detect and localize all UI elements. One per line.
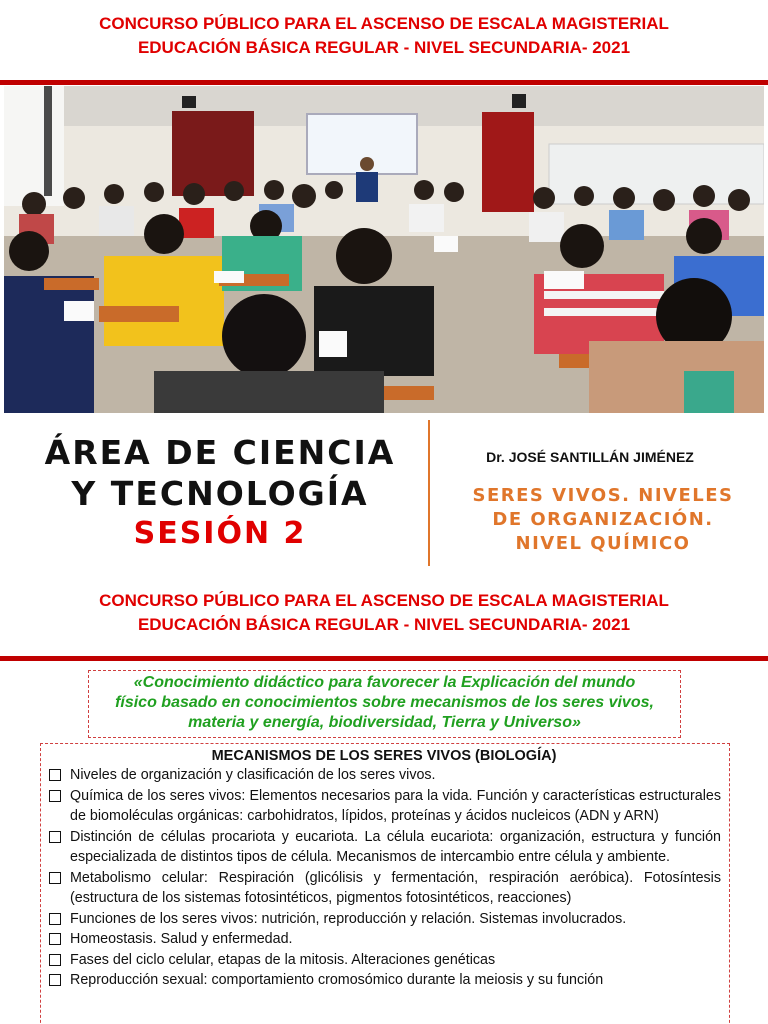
list-item-text: Química de los seres vivos: Elementos necesarios para la vida. Función y características estructurales de biomoléculas orgánicas: carbohidratos, lípidos, proteínas y ácidos nucleicos (ADN y ARN) [70,787,721,824]
list-item [47,950,721,971]
list-item-text: Metabolismo celular: Respiración (glicólisis y fermentación, respiración aeróbica). Fotosíntesis (estructura de los sistemas fotosintéticos, pigmentos fotosintéticos, reacciones) [70,869,721,906]
checkbox-icon [49,831,61,843]
orange-vertical-divider [428,420,430,566]
list-item-text: Fases del ciclo celular, etapas de la mitosis. Alteraciones genéticas [70,951,496,968]
middle-header-line-1: CONCURSO PÚBLICO PARA EL ASCENSO DE ESCALA MAGISTERIAL [99,591,669,610]
checkbox-icon [49,954,61,966]
topic-line-1: SERES VIVOS. NIVELES [472,485,734,506]
list-item [47,786,721,827]
checkbox-icon [49,872,61,884]
checkbox-icon [49,974,61,986]
area-title [20,432,420,514]
classroom-photo [4,86,764,413]
list-item-text: Niveles de organización y clasificación de los seres vivos. [70,767,436,783]
checkbox-icon [49,769,61,781]
list-item-text: Homeostasis. Salud y enfermedad. [70,931,293,947]
content-title: MECANISMOS DE LOS SERES VIVOS (BIOLOGÍA) [211,748,557,764]
checkbox-icon [49,933,61,945]
top-header [0,12,768,60]
area-title-line-1: ÁREA DE CIENCIA [44,433,396,472]
classroom-photo-illustration [4,86,764,413]
middle-header [0,589,768,637]
list-item-text: Distinción de células procariota y eucariota. La célula eucariota: organización, estructura y función especializada de distintos tipos de célula. Mecanismos de intercambio entre célula y ambiente. [70,828,721,865]
checkbox-icon [49,913,61,925]
area-title-line-2: Y TECNOLOGÍA [71,474,369,513]
list-item [47,929,721,950]
quote-box [88,670,681,738]
checkbox-icon [49,790,61,802]
author-name: Dr. JOSÉ SANTILLÁN JIMÉNEZ [486,449,694,465]
topic-line-2: DE ORGANIZACIÓN. [492,509,714,530]
list-item [47,970,721,991]
quote-line-3: materia y energía, biodiversidad, Tierra y Universo» [188,714,581,731]
red-divider-top [0,80,768,85]
topic-line-3: NIVEL QUÍMICO [515,533,691,554]
quote-line-1: «Conocimiento didáctico para favorecer la Explicación del mundo [133,674,636,691]
red-divider-bottom [0,656,768,661]
topic-title [438,484,768,556]
list-item [47,827,721,868]
session-label: SESIÓN 2 [133,516,307,551]
topic-list [47,765,721,991]
list-item [47,909,721,930]
content-box [40,743,730,1024]
list-item-text: Funciones de los seres vivos: nutrición, reproducción y relación. Sistemas involucrados. [70,910,627,927]
quote-line-2: físico basado en conocimientos sobre mecanismos de los seres vivos, [115,694,654,711]
header-line-2: EDUCACIÓN BÁSICA REGULAR - NIVEL SECUNDARIA- 2021 [137,38,631,57]
middle-header-line-2: EDUCACIÓN BÁSICA REGULAR - NIVEL SECUNDARIA- 2021 [137,615,631,634]
header-line-1: CONCURSO PÚBLICO PARA EL ASCENSO DE ESCALA MAGISTERIAL [99,14,669,33]
list-item [47,765,721,786]
list-item [47,868,721,909]
list-item-text: Reproducción sexual: comportamiento cromosómico durante la meiosis y su función [70,972,604,988]
